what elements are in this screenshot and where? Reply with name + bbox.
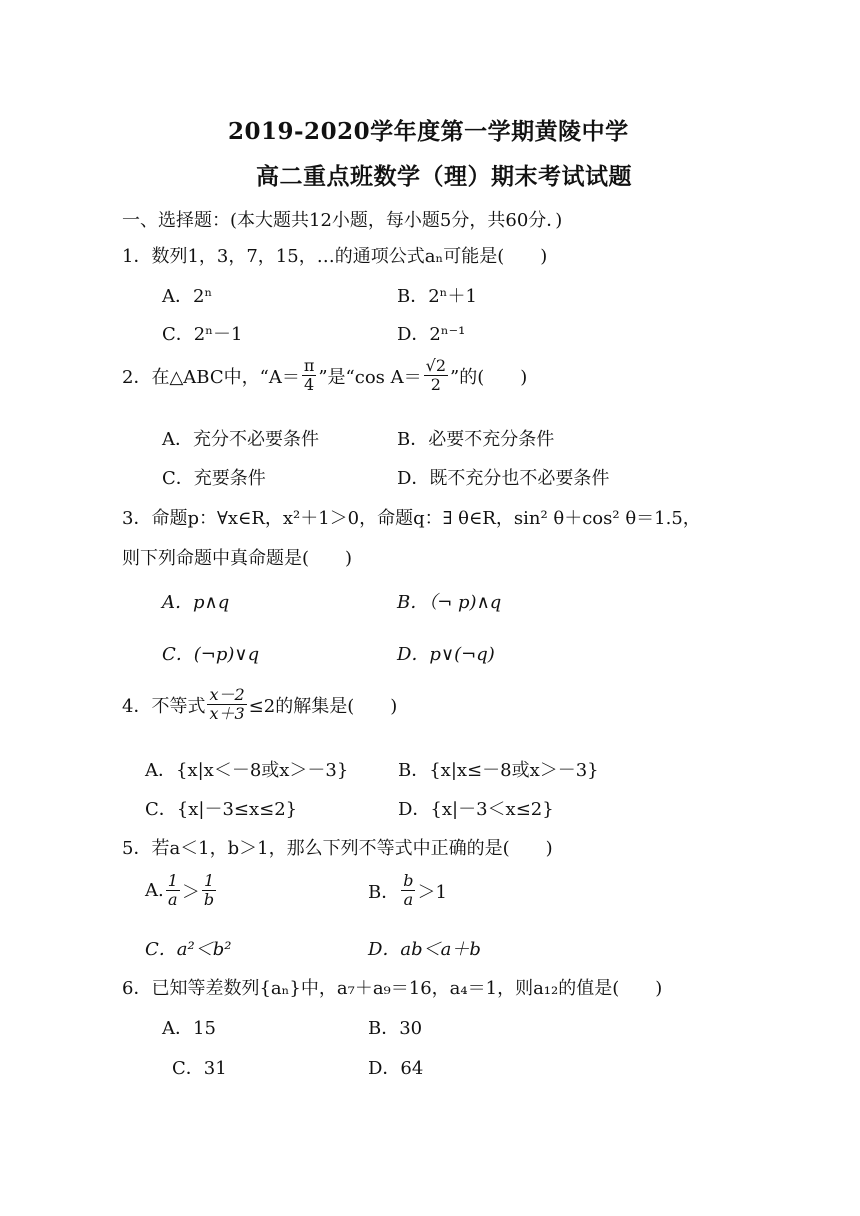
option-b-suffix: ＞1 xyxy=(417,881,447,903)
question-5-option-c: C．a²＜b² xyxy=(145,939,232,960)
option-b-prefix: B． xyxy=(368,881,400,903)
question-3-option-b: B．（¬ p)∧q xyxy=(397,592,502,613)
question-2-stem xyxy=(122,357,527,395)
fraction-denominator: 4 xyxy=(304,375,315,395)
title-line-2: 高二重点班数学（理）期末考试试题 xyxy=(256,163,632,190)
question-4-option-a: A．{x|x＜－8或x＞－3} xyxy=(145,760,349,781)
fraction-denominator: x＋3 xyxy=(209,704,245,724)
fraction-denominator: a xyxy=(403,890,414,910)
question-4-stem-part-2: ≤2的解集是( ) xyxy=(248,695,398,717)
section-heading: 一、选择题：(本大题共12小题，每小题5分，共60分．) xyxy=(122,210,563,231)
question-6-option-a: A．15 xyxy=(162,1018,216,1039)
fraction-numerator: √2 xyxy=(425,356,447,375)
question-2-stem-part-2: ”是“cos A＝ xyxy=(318,366,422,388)
fraction-numerator: π xyxy=(303,356,315,375)
question-3-stem-line-1: 3．命题p：∀x∈R，x²＋1＞0，命题q：∃ θ∈R，sin² θ＋cos² θ＝1.5， xyxy=(122,508,701,529)
question-4-option-d: D．{x|－3＜x≤2} xyxy=(398,799,554,820)
fraction-b-over-a xyxy=(401,872,415,910)
fraction-denominator: a xyxy=(168,890,178,910)
question-6-stem: 6．已知等差数列{aₙ}中，a₇＋a₉＝16，a₄＝1，则a₁₂的值是( ) xyxy=(122,978,663,999)
question-5-option-b xyxy=(368,872,447,910)
question-4-option-b: B．{x|x≤－8或x＞－3} xyxy=(398,760,599,781)
question-1-option-c: C．2ⁿ－1 xyxy=(162,324,243,345)
option-a-prefix: A. xyxy=(145,880,164,902)
question-2-option-c: C．充要条件 xyxy=(162,468,266,489)
question-1-stem: 1．数列1，3，7，15，…的通项公式aₙ可能是( ) xyxy=(122,246,548,267)
fraction-1-over-a xyxy=(166,872,180,910)
fraction-numerator: 1 xyxy=(167,871,178,890)
fraction-numerator: x－2 xyxy=(209,685,245,704)
fraction-denominator: b xyxy=(203,890,215,910)
question-5-stem: 5．若a＜1，b＞1，那么下列不等式中正确的是( ) xyxy=(122,838,553,859)
question-4-option-c: C．{x|－3≤x≤2} xyxy=(145,799,298,820)
question-2-option-a: A．充分不必要条件 xyxy=(162,429,319,450)
fraction-pi-over-4 xyxy=(302,357,317,395)
question-3-option-a: A．p∧q xyxy=(162,592,230,613)
question-2-option-d: D．既不充分也不必要条件 xyxy=(397,468,610,489)
fraction-x-minus-2-over-x-plus-3 xyxy=(207,686,246,724)
question-2-stem-part-1: 2．在△ABC中，“A＝ xyxy=(122,366,300,388)
fraction-numerator: 1 xyxy=(203,871,215,890)
question-4-stem xyxy=(122,686,397,724)
fraction-numerator: b xyxy=(403,871,414,890)
question-3-option-d: D．p∨(¬q) xyxy=(397,644,495,665)
question-4-stem-part-1: 4．不等式 xyxy=(122,695,206,717)
question-1-option-b: B．2ⁿ＋1 xyxy=(397,286,477,307)
question-1-option-a: A．2ⁿ xyxy=(162,286,213,307)
question-5-option-d: D．ab＜a＋b xyxy=(368,939,481,960)
question-6-option-c: C．31 xyxy=(172,1058,227,1079)
question-3-option-c: C．(¬p)∨q xyxy=(162,644,260,665)
question-6-option-b: B．30 xyxy=(368,1018,423,1039)
title-line-1: 2019-2020学年度第一学期黄陵中学 xyxy=(228,118,629,145)
fraction-denominator: 2 xyxy=(430,375,441,395)
question-3-stem-line-2: 则下列命题中真命题是( ) xyxy=(122,548,353,569)
question-5-option-a xyxy=(145,872,218,910)
question-2-option-b: B．必要不充分条件 xyxy=(397,429,555,450)
question-6-option-d: D．64 xyxy=(368,1058,424,1079)
fraction-root2-over-2 xyxy=(424,357,448,395)
question-1-option-d: D．2ⁿ⁻¹ xyxy=(397,324,466,345)
option-a-comparison: ＞ xyxy=(181,881,200,903)
question-2-stem-part-3: ”的( ) xyxy=(450,366,528,388)
fraction-1-over-b xyxy=(202,872,216,910)
